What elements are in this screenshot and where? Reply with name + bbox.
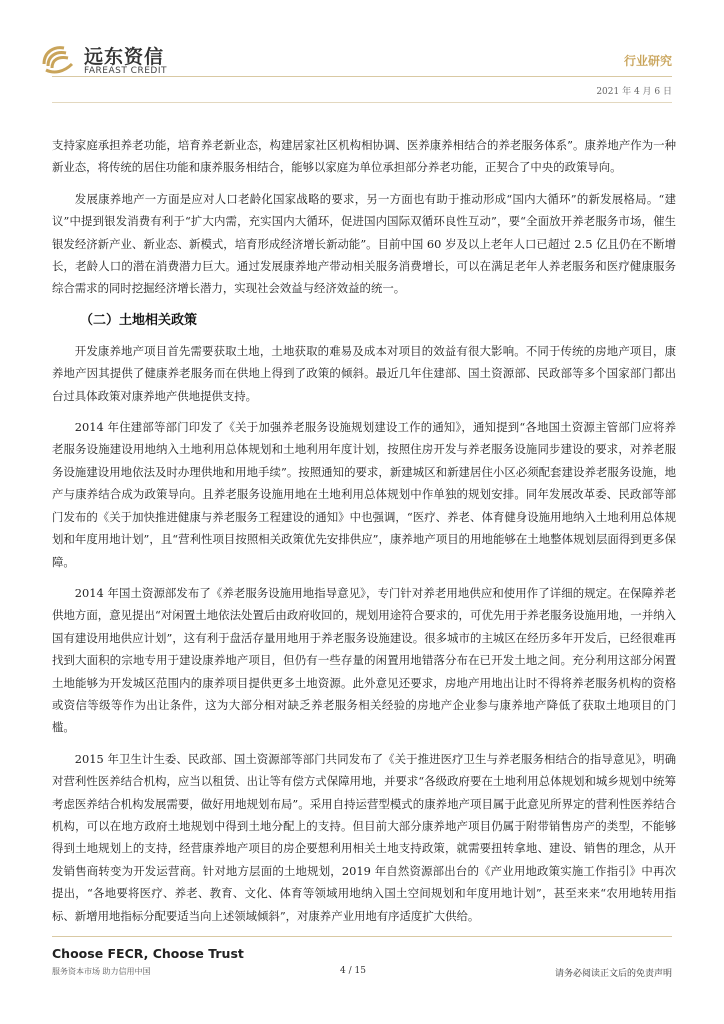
paragraph: 2015 年卫生计生委、民政部、国土资源部等部门共同发布了《关于推进医疗卫生与养老服务相结合的指导意见》，明确对营利性医养结合机构，应当以租赁、出让等有偿方式保障用地，并要求“各级政府要在土地利用总体规划和城乡规划中统筹考虑医养结合机构发展需要，做好用地规划布局”。采用自持运营型模式的康养地产项目属于此意见所界定的营利性医养结合机构，可以在地方政府土地规划中得到土地分配上的支持。但目前大部分康养地产项目仍属于附带销售房产的类型，不能够得到土地规划上的支持，经营康养地产项目的房企要想利用相关土地支持政策，就需要扭转拿地、建设、销售的理念，从开发销售商转变为开发运营商。针对地方层面的土地规划，2019 年自然资源部出台的《产业用地政策实施工作指引》中再次提出，“各地要将医疗、养老、教育、文化、体育等领域用地纳入国土空间规划和年度用地计划”，甚至来来“农用地转用指标、新增用地指标分配要适当向上述领域倾斜”，对康养产业用地有序适度扩大供给。 (52, 751, 676, 923)
paragraph: 2014 年住建部等部门印发了《关于加强养老服务设施规划建设工作的通知》，通知提到“各地国土资源主管部门应将养老服务设施建设用地纳入土地利用总体规划和土地利用年度计划，按照住房开发与养老服务设施同步建设的要求，对养老服务设施建设用地依法及时办理供地和用地手续”。按照通知的要求，新建城区和新建居住小区必须配套建设养老服务设施，地产与康养结合成为政策导向。且养老服务设施用地在土地利用总体规划中作单独的规划安排。同年发展改革委、民政部等部门发布的《关于加快推进健康与养老服务工程建设的通知》中也强调，“医疗、养老、体育健身设施用地纳入土地利用总体规划和年度用地计划”，且“营利性项目按照相关政策优先安排供应”，康养地产项目的用地能够在土地整体规划层面得到更多保障。 (52, 420, 676, 569)
paragraph: 2014 年国土资源部发布了《养老服务设施用地指导意见》，专门针对养老用地供应和使用作了详细的规定。在保障养老供地方面，意见提出“对闲置土地依法处置后由政府收回的，规划用途符合要求的，可优先用于养老服务设施用地，一并纳入国有建设用地供应计划”，这有利于盘活存量用地用于养老服务设施建设。很多城市的主城区在经历多年开发后，已经很难再找到大面积的宗地专用于建设康养地产项目，但仍有一些存量的闲置用地错落分布在已开发土地之间。充分利用这部分闲置土地能够为开发城区范围内的康养项目提供更多土地资源。此外意见还要求，房地产用地出让时不得将养老服务机构的资格或资信等级等作为出让条件，这为大部分相对缺乏养老服务相关经验的房地产企业参与康养地产降低了获取土地项目的门槛。 (52, 585, 676, 735)
header-subdivider (52, 102, 672, 103)
page-header (0, 0, 724, 110)
logo-mark-icon (40, 42, 76, 78)
header-divider (52, 76, 672, 77)
report-date: 2021 年 4 月 6 日 (596, 87, 672, 97)
page-footer (0, 930, 724, 1024)
footer-slogan-english: Choose FECR, Choose Trust (52, 946, 244, 961)
footer-divider (52, 936, 672, 937)
paragraph: 发展康养地产一方面是应对人口老龄化国家战略的要求，另一方面也有助于推动形成“国内大循环”的新发展格局。“建议”中提到银发消费有利于“扩大内需，充实国内大循环，促进国内国际双循环良性互动”，要“全面放开养老服务市场，催生银发经济新产业、新业态、新模式，培育形成经济增长新动能”。目前中国 60 岁及以上老年人口已超过 2.5 亿且仍在不断增长，老龄人口的潜在消费潜力巨大。通过发展康养地产带动相关服务消费增长，可以在满足老年人养老服务和医疗健康服务综合需求的同时挖掘经济增长潜力，实现社会效益与经济效益的统一。 (52, 191, 676, 296)
report-type-label: 行业研究 (623, 54, 672, 68)
footer-slogan-chinese: 服务资本市场 助力信用中国 (52, 967, 151, 976)
page-number: 4 / 15 (340, 966, 366, 976)
section-heading: （二）土地相关政策 (80, 312, 198, 328)
disclaimer-note: 请务必阅读正文后的免责声明 (554, 969, 672, 979)
paragraph: 支持家庭承担养老功能，培育养老新业态，构建居家社区机构相协调、医养康养相结合的养老服务体系”。康养地产作为一种新业态，将传统的居住功能和康养服务相结合，能够以家庭为单位承担部分养老功能，正契合了中央的政策导向。 (52, 138, 676, 175)
logo-chinese-name: 远东资信 (84, 46, 165, 68)
logo-english-name: FAREAST CREDIT (84, 66, 167, 76)
document-body (52, 134, 676, 936)
paragraph: 开发康养地产项目首先需要获取土地，土地获取的难易及成本对项目的效益有很大影响。不同于传统的房地产项目，康养地产因其提供了健康养老服务而在供地上得到了政策的倾斜。最近几年住建部、国土资源部、民政部等多个国家部门都出台过具体政策对康养地产供地提供支持。 (52, 343, 676, 403)
